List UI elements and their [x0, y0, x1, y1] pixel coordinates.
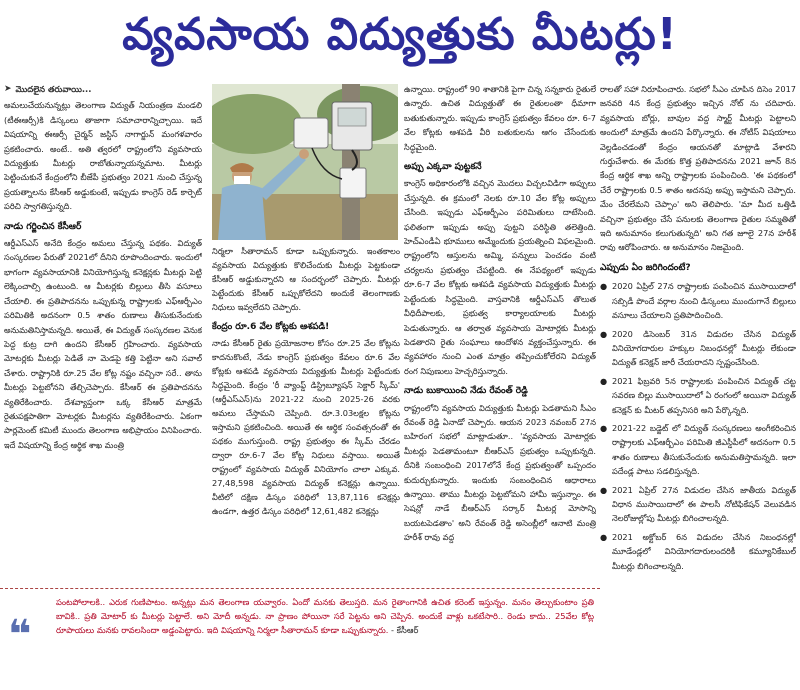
column-4	[600, 82, 796, 682]
timeline-item	[600, 483, 796, 526]
article-paragraph: నిర్మలా సీతారామన్ కూడా ఒప్పుకున్నారు. ఇంతకాలం వ్యవసాయ విద్యుత్తుకు కొలిచేందుకు మీటర్లు పెట్టకుండా కేసీఆర్ అడ్డుకున్నారని ఆ సందర్భంలో చెప్పారు. మీటర్లు పెట్టేందుకు కేసీఆర్ ఒప్పుకోలేదని అందుకే తెలంగాణకు నిధులు ఇవ్వలేదని చెప్పారు.	[212, 246, 400, 312]
bullet-icon: ●	[600, 375, 608, 386]
quote-body: పంటపోలాలకి.. ఎరుక గుణిపాటం. అన్నట్లు మన తెలంగాణ యవ్వారం. ఏందో మనకు తెలుస్తది. మన రైతాంగానికి ఉచిత కరెంట్ ఇస్తున్నం. మనం తెల్చుకుంటాం ప్రతి బావికి.. ప్రతి మోటార్ కు మీటర్లు పెట్టాలే. అని మోదీ అన్నడు. నా ప్రాణం పోయినా సరే పెట్టను అని చెప్పిన. అందుకే వాళ్లు ఒకటేసారి.. రెండు కాదు.. 25వేల కోట్ల రూపాయలు మనకు రావలసిందా అడ్డంపెట్టారు. ఇది విషయాన్ని నిర్మలా సీతారామన్ కూడా ఒప్పుకున్నారు.	[56, 597, 594, 635]
timeline-item	[600, 530, 796, 573]
column-2	[212, 244, 400, 518]
quote-mark-icon: ❝	[8, 612, 32, 658]
column-3	[404, 82, 596, 672]
quote-text	[56, 595, 594, 637]
timeline-text: 2021 అక్టోబర్ 6న విడుదల చేసిన నిబంధనల్లో మూడేండ్లలో వినియోగదారులందరికీ కమ్యూనికేబుల్ మీటర్లు బిగించాలన్నది.	[612, 531, 796, 571]
timeline-text: 2020 ఏప్రిల్ 27న రాష్ట్రాలకు పంపించిన ముసాయిదాలో సబ్సిడీ పొందే వర్గాల నుంచి డిస్కంలు ముందుగానే బిల్లులు వసూలు చేయాలని ప్రతిపాదించింది.	[612, 281, 796, 321]
bullet-icon: ●	[600, 328, 608, 339]
kicker-text: మొదలైన తరువాయి...	[15, 84, 92, 94]
timeline-item	[600, 374, 796, 417]
timeline-text: 2021 ఫిబ్రవరి 5న రాష్ట్రాలకు పంపించిన విద్యుత్ చట్ట సవరణ బిల్లు ముసాయిదాలో ఏ రంగంలో అయినా విద్యుత్ కనెక్షన్ కు మీటర్ తప్పనిసరి అని పేర్కొన్నది.	[612, 375, 796, 415]
section-subhead: నాడు బుకాయించి నేడు రేవంత్ రెడ్డి	[404, 386, 528, 397]
article-paragraph: ఆర్డీఎస్ఎస్ అనేది కేంద్రం అమలు చేస్తున్న పథకం. విద్యుత్ సంస్కరణల పేరుతో 2021లో దీనిని రూపొందించారు. ఇందులో భాగంగా వ్యవసాయానికి వినియోగిస్తున్న కనెక్షన్లకు మీటర్లు పెట్టి లెక్కించాల్సి ఉంటుంది. ఆ మీటర్లకు బిల్లులు తీసి వసూలు చేయాలి. ఈ ప్రతిపాదనను ఒప్పుకున్న రాష్ట్రాలకు ఎఫ్ఆర్బీఎం పరిమితికి అదనంగా 0.5 శాతం రుణాలు తీసుకునేందుకు అనుమతినిస్తామన్నది. అయితే, ఈ విద్యుత్ సంస్కరణల వెనుక పెద్ద కుట్ర దాగి ఉందని కేసీఆర్ గ్రహించారు. వ్యవసాయ మోటర్లకు మీటర్లు పెడితే నా మెడపై కత్తి పెట్టినా అని సవాల్ చేశారు. రాష్ట్రానికి రూ.25 వేల కోట్ల నష్టం వచ్చినా సరే.. తాను మీటర్లు పెట్టబోనని తేల్చిచెప్పారు. కేసీఆర్ ఈ ప్రతిపాదనను వ్యతిరేకించారు. దేశవ్యాప్తంగా ఒక్క కేసీఆర్ మాత్రమే రైతుపక్షపాతిగా మోటర్లకు మీటర్లను వ్యతిరేకించారు. ఏకంగా పార్లమెంట్ కమిటీ ముందు తెలంగాణ అభిప్రాయం వినిపించారు. ఇదే విషయాన్ని కేంద్ర ఆర్థిక శాఖ మంత్రి	[4, 238, 202, 450]
article-paragraph: ఉన్నాయి. రాష్ట్రంలో 90 శాతానికి పైగా చిన్న సన్నకారు రైతులే ఉన్నారు. ఉచిత విద్యుత్తుతో ఈ రైతులంతా ధీమాగా బతుకుతున్నారు. ఇప్పుడు కాంగ్రెస్ ప్రభుత్వం కేవలం రూ. 6-7 వేల కోట్లకు ఆశపడి వీరి బతుకులను ఆగం చేసేందుకు సిద్ధమైంది.	[404, 84, 596, 152]
bullet-icon: ●	[600, 422, 608, 433]
timeline-item	[600, 327, 796, 370]
article-paragraph: కాంగ్రెస్ అధికారంలోకి వచ్చిన మొదలు విచ్చలవిడిగా అప్పులు చేస్తున్నది. ఈ క్రమంలో నెలకు రూ.10 వేల కోట్ల అప్పులు చేసింది. ఇప్పుడు ఎఫ్ఆర్బీఎం పరిమితులు దాటేసింది. ఫలితంగా ఇప్పుడు అప్పు పుట్టని పరిస్థితి తలెత్తింది. హెచ్ఎండీఏ భూములు అమ్మేందుకు ప్రయత్నించి విఫలమైంది. రాష్ట్రంలోని ఆస్తులను అమ్మి, పన్నులు పెంచడం వంటి చర్యలను ప్రభుత్వం చేపట్టింది. ఈ నేపథ్యంలో ఇప్పుడు రూ.6-7 వేల కోట్లకు ఆశపడి వ్యవసాయ విద్యుత్తుకు మీటర్లు పెట్టేందుకు సిద్ధమైంది. వాస్తవానికి ఆర్డీఎస్ఎస్ తొలుత వీధిదీపాలకు, ప్రభుత్వ కార్యాలయాలకు మీటర్లు పెడుతున్నారు. ఆ తర్వాత వ్యవసాయ మోటార్లకు మీటర్లు పెడతారని రైతు సంఘాలు ఆందోళన వ్యక్తంచేస్తున్నారు. ఈ వ్యవహారం నుంచి ఎంత మాత్రం తప్పించుకోలేరని విద్యుత్ రంగ నిపుణులు హెచ్చరిస్తున్నారు.	[404, 178, 596, 376]
section-subhead: ఎప్పుడు ఏం జరిగిందంటే?	[600, 262, 691, 273]
article-paragraph: నాడు కేసీఆర్ రైతు ప్రయోజనాల కోసం రూ.25 వేల కోట్లను కాదనుకొంటే, నేడు కాంగ్రెస్ ప్రభుత్వం కేవలం రూ.6 వేల కోట్లకు ఆశపడి వ్యవసాయ విద్యుత్తుకు మీటర్లు పెట్టేందుకు సిద్ధమైంది. కేంద్రం 'రీ వ్యాంప్డ్ డిస్ట్రిబ్యూషన్ సెక్టార్ స్కీమ్' (ఆర్డీఎస్ఎస్)ను 2021-22 నుంచి 2025-26 వరకు అమలు చేస్తామని చెప్పింది. రూ.3.03లక్షల కోట్లను ఇస్తామని ప్రకటించింది. అయితే ఈ ఆర్థిక సంవత్సరంతో ఈ పథకం ముగుస్తుంది. రాష్ట్ర ప్రభుత్వం ఈ స్కీమ్ చేరడం ద్వారా రూ.6-7 వేల కోట్ల నిధులు వస్తాయి. అయితే రాష్ట్రంలో వ్యవసాయ విద్యుత్ వినియోగం చాలా ఎక్కువ. 27,48,598 వ్యవసాయ విద్యుత్ కనెక్షన్లు ఉన్నాయి. వీటిలో దక్షిణ డిస్కం పరిధిలో 13,87,116 కనెక్షన్లు ఉండగా, ఉత్తర డిస్కం పరిధిలో 12,61,482 కనెక్షన్లు	[212, 338, 400, 516]
news-photo-farmer-meter	[212, 84, 398, 240]
photo-illustration	[212, 84, 398, 240]
bullet-icon: ●	[600, 484, 608, 495]
section-subhead: నాడు గర్జించిన కేసీఆర్	[4, 221, 82, 232]
continuation-kicker	[4, 82, 202, 96]
article-paragraph: రాష్ట్రంలోని వ్యవసాయ విద్యుత్తుకు మీటర్లు పెడతామని సీఎం రేవంత్ రెడ్డి ఏనాడో చెప్పారు. ఆయన 2023 నవంబర్ 27న బహిరంగ సభలో మాట్లాడుతూ.. 'వ్యవసాయ మోటార్లకు మీటర్లు పెడతామంటూ బీఆర్ఎస్ ప్రభుత్వం ఒప్పుకున్నది. దీనికి సంబంధించి 2017లోనే కేంద్ర ప్రభుత్వంతో ఒప్పందం కుదుర్చుకున్నారు. ఇందుకు సంబంధించిన ఆధారాలు ఉన్నాయి. తాము మీటర్లు పెట్టబోమని హామీ ఇస్తున్నాం. ఈ సెషన్లో నాడే బీఆర్ఎస్ సర్కార్ మీటర్ల మోసాన్ని బయటపెడతాం' అని రేవంత్ రెడ్డి అసెంబ్లీలో ఆనాటి మంత్రి హరీశ్ రావు వద్ద	[404, 402, 596, 543]
timeline-item	[600, 421, 796, 479]
bullet-icon: ●	[600, 531, 608, 542]
section-subhead: కేంద్రం రూ.6 వేల కోట్లకు ఆశపడి!	[212, 322, 330, 332]
timeline-text: 2020 డిసెంబర్ 31న విడుదల చేసిన విద్యుత్ వినియోగదారుల హక్కుల నిబంధనల్లో మీటర్లు లేకుండా విద్యుత్ కనెక్షన్ జారీ చేయరాదని స్పష్టంచేసింది.	[612, 328, 796, 368]
column-1	[4, 82, 202, 582]
article-paragraph: అమలుచేయనున్నట్లు తెలంగాణ విద్యుత్ నియంత్రణ మండలి (టీఈఆర్సీ)కి డిస్కంలు తాజాగా సమాచారాన్నిచ్చాయి. ఇదే విషయాన్ని ఈఆర్సీ చైర్మన్ జస్టిస్ నాగార్జున్ మంగళవారం ప్రకటించారు. అంటే.. అతి త్వరలో రాష్ట్రంలోని వ్యవసాయ విద్యుత్తుకు మీటర్లు రాబోతున్నాయన్నమాట. మీటర్లు పెట్టించుకునే కేంద్రంలోని బీజేపీ ప్రభుత్వం 2021 నుంచి చేస్తున్న ప్రయత్నాలను కేసీఆర్ అడ్డుకుంటే, ఇప్పుడు కాంగ్రెస్ రెడ్ కార్పెట్ పరిచి స్వాగతిస్తున్నది.	[4, 100, 202, 212]
timeline-text: 2021 ఏప్రిల్ 27న విడుదల చేసిన జాతీయ విద్యుత్ విధాన ముసాయిదాలో ఈ పాలసీ నోటిఫికేషన్ వెలువడిన నెలరోజుల్లోపు మీటర్లు బిగించాలన్నది.	[612, 484, 796, 524]
bullet-icon: ●	[600, 281, 608, 292]
article-paragraph: రాలతో సహా నిరూపించారు. సభలో సీఎం చూపిన దిసెం 2017 జనవరి 4న కేంద్ర ప్రభుత్వం ఇచ్చిన నోట్ ను చదివారు. వ్యవసాయ బోర్లు, బావుల వద్ద స్మార్ట్ మీటర్లు పెట్టాలని అందులో మాత్రమే ఉందని పేర్కొన్నారు. ఈ నోటీస్ విషయాలు వెల్లడించడంతో కేంద్రం ఆయనతో మాట్లాడి వేశారని గుర్తుచేశారు. ఈ మేరకు కొత్త ప్రతిపాదనను 2021 జూన్ 8న కేంద్ర ఆర్థిక శాఖ అన్ని రాష్ట్రాలకు పంపించింది. 'ఈ పథకంలో చేరే రాష్ట్రాలకు 0.5 శాతం అదనపు అప్పు ఇస్తామని చెప్పారు. మేం చేరలేమని చెప్పాం' అని తెలిపారు. 'మా మీద ఒత్తిడి వచ్చినా ప్రభుత్వం చేసే పనులకు తెలంగాణ రైతుల సమ్మతితో ఇది అనుమానం కలుగుతున్నది' అని గత జూలై 27న హరీశ్ రావు ఆరోపించారు. ఆ అనుమానం నిజమైంది.	[600, 84, 796, 253]
pull-quote	[0, 588, 600, 690]
triangle-icon: ➤	[4, 84, 12, 94]
section-subhead: అప్పు ఎక్కవా పుట్టకనే	[404, 162, 482, 173]
headline: వ్యవసాయ విద్యుత్తుకు మీటర్లు!	[122, 9, 678, 60]
quote-author: - కేసీఆర్	[391, 625, 419, 635]
timeline-item	[600, 279, 796, 322]
timeline-text: 2021-22 బడ్జెట్ లో విద్యుత్ సంస్కరణలు అంగీకరించిన రాష్ట్రాలకు ఎఫ్ఆర్బీఎం పరిమితి జీఎస్డీపీలో అదనంగా 0.5 శాతం రుణాలు తీసుకునేందుకు అనుమతిస్తామన్నది. ఇలా పదేండ్ల పాటు సడలిస్తున్నది.	[612, 422, 796, 477]
